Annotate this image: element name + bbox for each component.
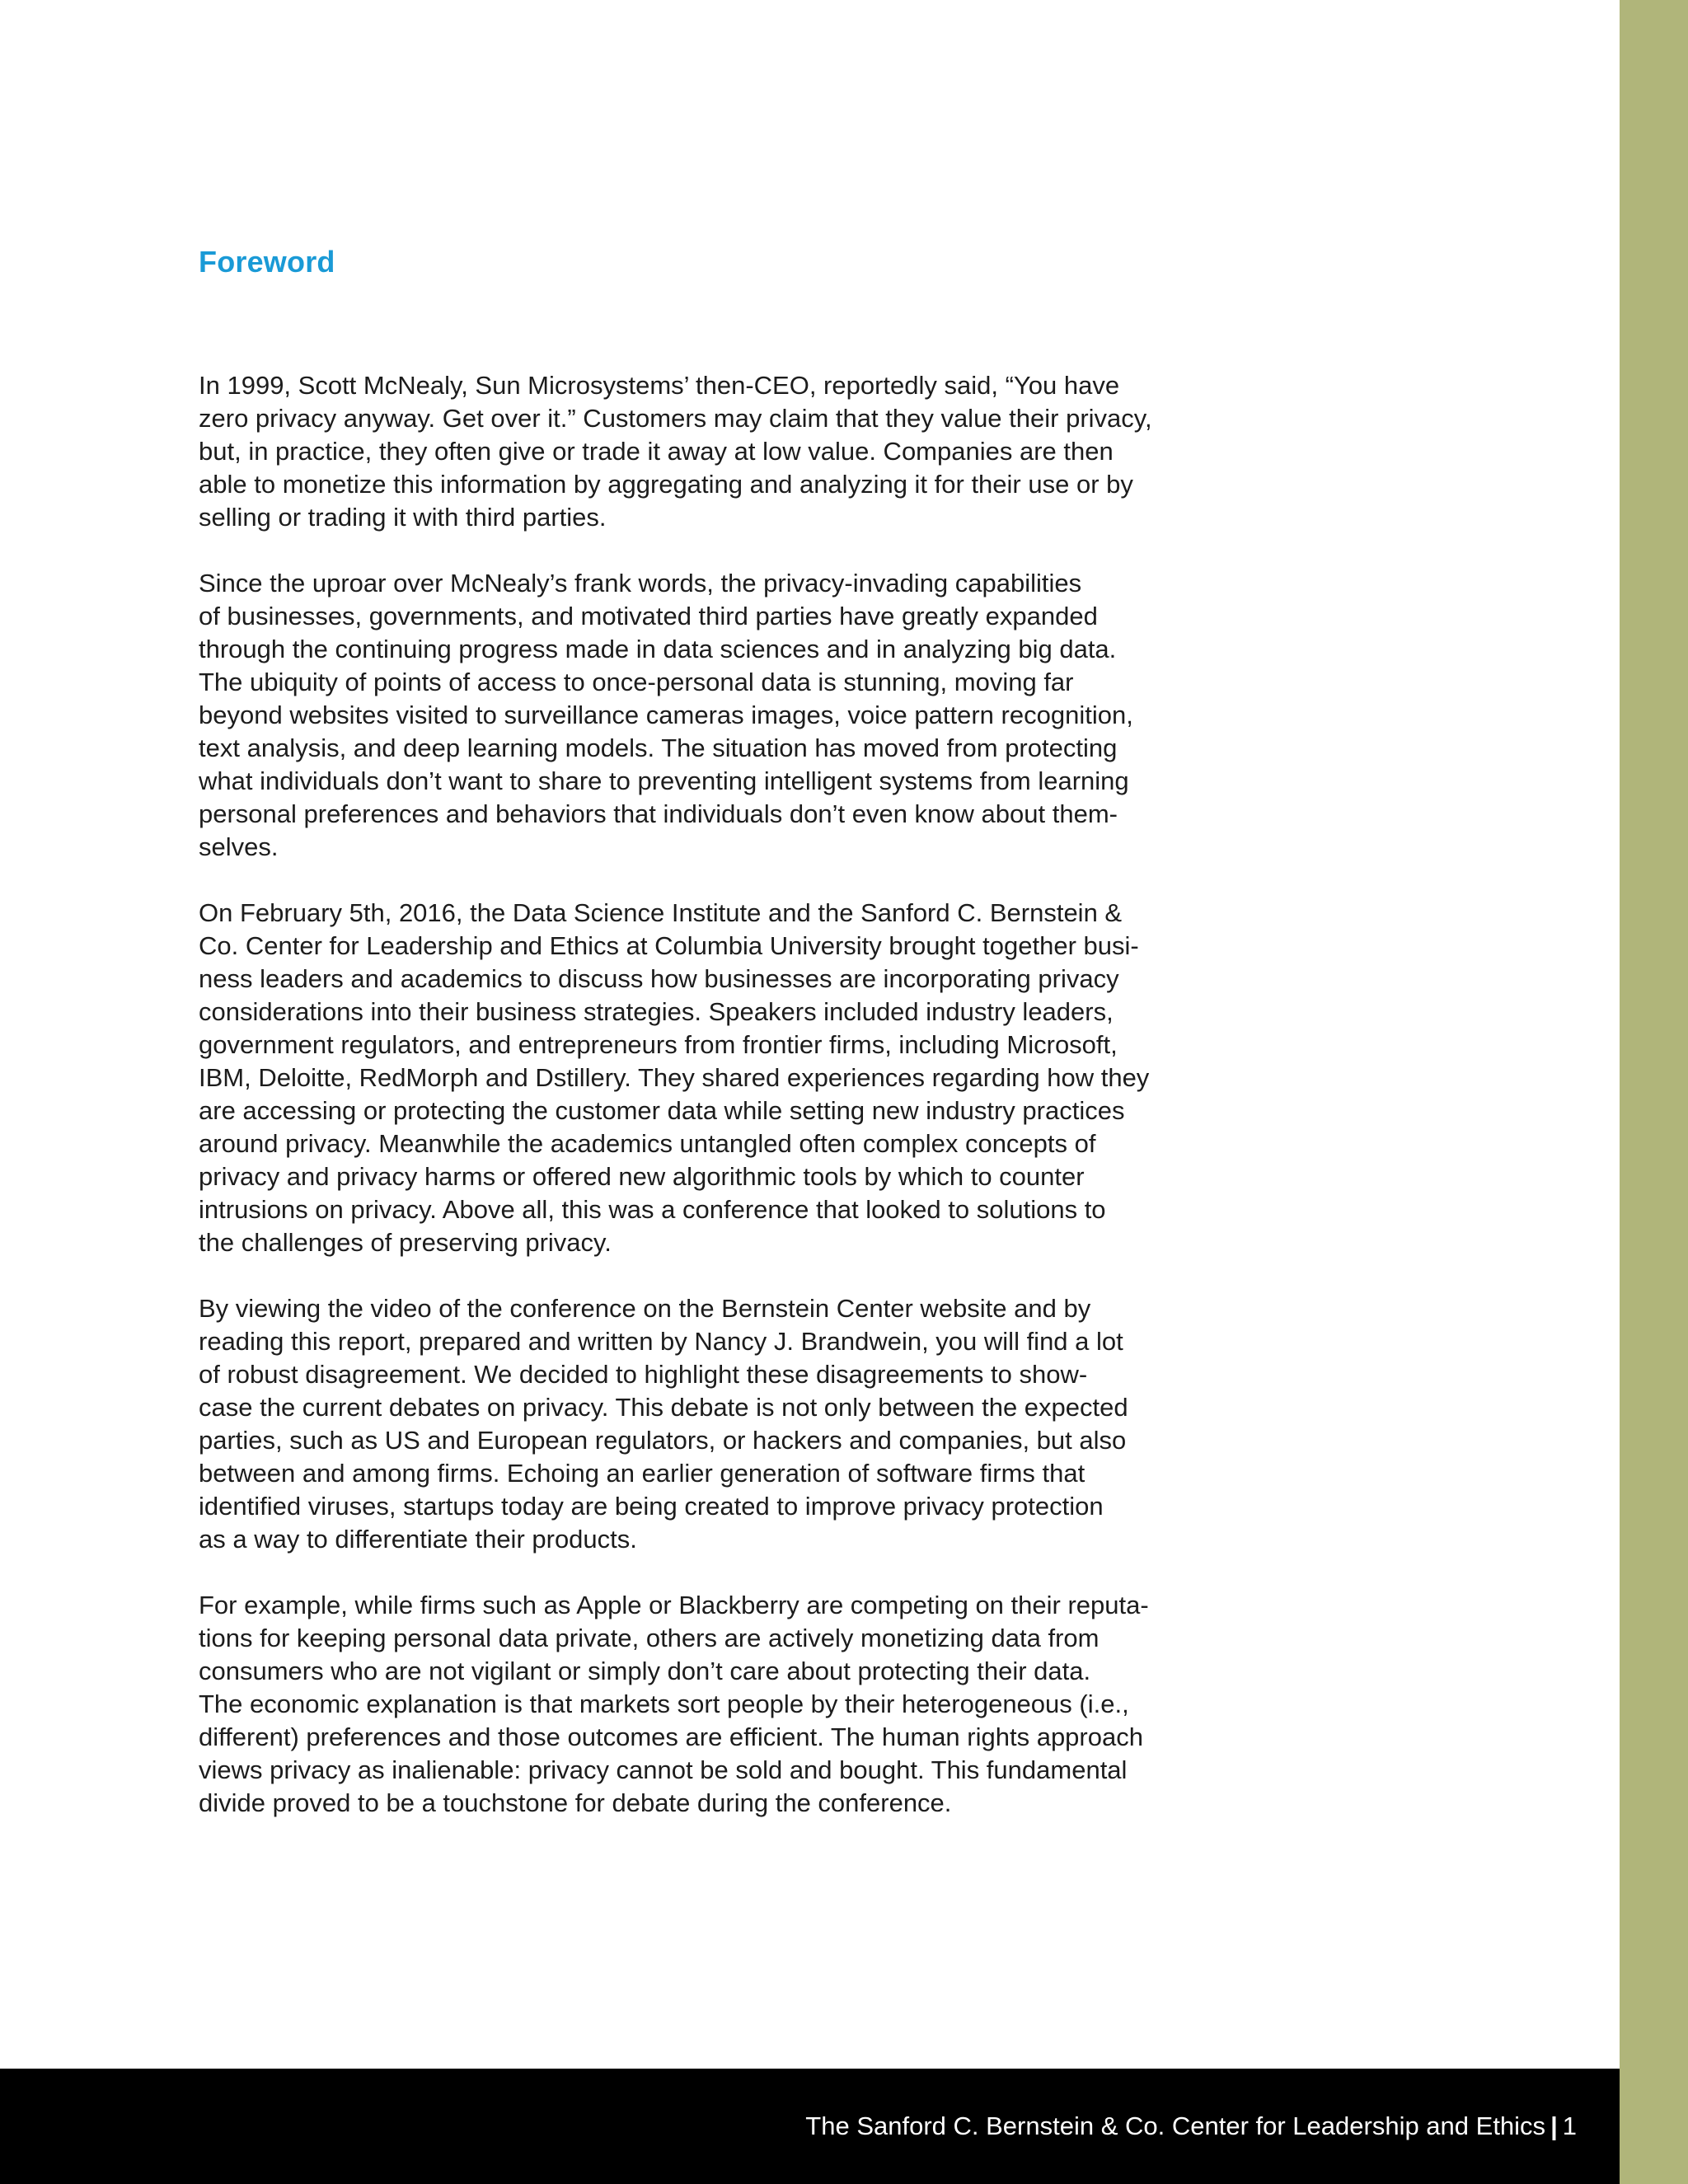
page-heading: Foreword bbox=[199, 245, 335, 279]
page-footer bbox=[0, 2069, 1620, 2184]
paragraph-3: On February 5th, 2016, the Data Science Institute and the Sanford C. Bernstein & Co. Center for Leadership and Ethics at Columbia University brought together busi- ness leaders and academics to discuss how businesses are incorporating privacy considerations into their business strategies. Speakers included industry leaders, government regulators, and entrepreneurs from frontier firms, including Microsoft, IBM, Deloitte, RedMorph and Dstillery. They shared experiences regarding how they are accessing or protecting the customer data while setting new industry practices around privacy. Meanwhile the academics untangled often complex concepts of privacy and privacy harms or offered new algorithmic tools by which to counter intrusions on privacy. Above all, this was a conference that looked to solutions to the challenges of preserving privacy. bbox=[199, 898, 1150, 1257]
paragraph-4: By viewing the video of the conference on the Bernstein Center website and by reading this report, prepared and written by Nancy J. Brandwein, you will find a lot of robust disagreement. We decided to highlight these disagreements to show- case the current debates on privacy. This debate is not only between the expected parties, such as US and European regulators, or hackers and companies, but also between and among firms. Echoing an earlier generation of software firms that identified viruses, startups today are being created to improve privacy protection as a way to differentiate their products. bbox=[199, 1294, 1128, 1554]
page-number: 1 bbox=[1562, 2111, 1577, 2140]
paragraph-2: Since the uproar over McNealy’s frank words, the privacy-invading capabilities of businesses, governments, and motivated third parties have greatly expanded through the continuing progress made in data sciences and in analyzing big data. The ubiquity of points of access to once-personal data is stunning, moving far beyond websites visited to surveillance cameras images, voice pattern recognition, text analysis, and deep learning models. The situation has moved from protecting what individuals don’t want to share to preventing intelligent systems from learning personal preferences and behaviors that individuals don’t even know about them- selves. bbox=[199, 569, 1133, 861]
body-text bbox=[199, 369, 1217, 1853]
decorative-side-bar bbox=[1620, 0, 1688, 2184]
footer-org-name: The Sanford C. Bernstein & Co. Center for Leadership and Ethics bbox=[805, 2111, 1546, 2140]
footer-text bbox=[805, 2110, 1577, 2143]
paragraph-1: In 1999, Scott McNealy, Sun Microsystems’ then-CEO, reportedly said, “You have zero privacy anyway. Get over it.” Customers may claim that they value their privacy, but, in practice, they often give or trade it away at low value. Companies are then able to monetize this information by aggregating and analyzing it for their use or by selling or trading it with third parties. bbox=[199, 371, 1152, 532]
footer-separator: | bbox=[1550, 2111, 1558, 2140]
paragraph-5: For example, while firms such as Apple or Blackberry are competing on their reputa- tions for keeping personal data private, others are actively monetizing data from consumers who are not vigilant or simply don’t care about protecting their data. The economic explanation is that markets sort people by their heterogeneous (i.e., different) preferences and those outcomes are efficient. The human rights approach views privacy as inalienable: privacy cannot be sold and bought. This fundamental divide proved to be a touchstone for debate during the conference. bbox=[199, 1591, 1149, 1817]
